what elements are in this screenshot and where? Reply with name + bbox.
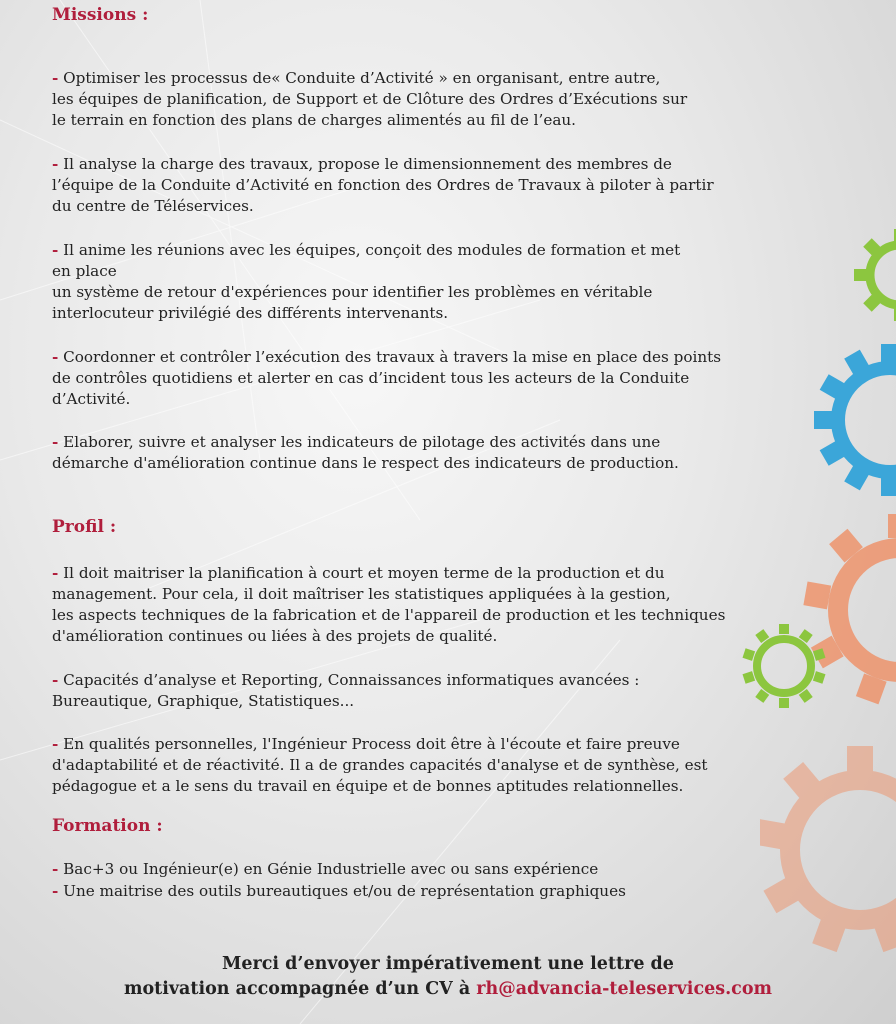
email-link[interactable]: rh@advancia-teleservices.com [476,979,773,999]
profil-item-1-line-3: les aspects techniques de la fabrication et de l'appareil de production et les techniques [52,606,726,624]
mission-item-5-line-2: démarche d'amélioration continue dans le respect des indicateurs de production. [52,454,679,472]
bullet-dash: - [52,69,59,87]
mission-item-5 [52,432,842,474]
mission-item-4-line-2: de contrôles quotidiens et alerter en cas d’incident tous les acteurs de la Conduite [52,369,690,387]
bullet-dash: - [52,433,59,451]
formation-heading: Formation : [52,816,163,836]
bullet-dash: - [52,564,59,582]
bullet-dash: - [52,860,59,878]
profil-item-1 [52,563,842,647]
bullet-dash: - [52,348,59,366]
mission-item-2-line-1: Il analyse la charge des travaux, propose le dimensionnement des membres de [63,155,672,173]
profil-item-2-line-1: Capacités d’analyse et Reporting, Connaissances informatiques avancées : [63,671,640,689]
bullet-dash: - [52,241,59,259]
mission-item-3-line-3: un système de retour d'expériences pour identifier les problèmes en véritable [52,283,653,301]
footer-line-1: Merci d’envoyer impérativement une lettre de [222,954,674,974]
profil-item-3 [52,734,842,797]
mission-item-3-line-2: en place [52,262,117,280]
formation-item-1 [52,859,842,880]
footer-line-2 [0,977,896,1002]
mission-item-5-line-1: Elaborer, suivre et analyser les indicateurs de pilotage des activités dans une [63,433,661,451]
profil-item-2 [52,670,842,712]
bullet-dash: - [52,671,59,689]
bullet-dash: - [52,735,59,753]
profil-item-1-line-1: Il doit maitriser la planification à court et moyen terme de la production et du [63,564,665,582]
profil-item-1-line-2: management. Pour cela, il doit maîtriser les statistiques appliquées à la gestion, [52,585,671,603]
gear-green-top-icon [850,225,896,325]
profil-heading: Profil : [52,517,117,537]
missions-heading: Missions : [52,5,149,25]
profil-item-3-line-2: d'adaptabilité et de réactivité. Il a de grandes capacités d'analyse et de synthèse, est [52,756,708,774]
profil-item-2-line-2: Bureautique, Graphique, Statistiques... [52,692,355,710]
formation-item-2 [52,881,842,902]
mission-item-1-line-3: le terrain en fonction des plans de charges alimentés au fil de l’eau. [52,111,577,129]
mission-item-1-line-2: les équipes de planification, de Support et de Clôture des Ordres d’Exécutions sur [52,90,688,108]
bullet-dash: - [52,882,59,900]
profil-item-3-line-1: En qualités personnelles, l'Ingénieur Process doit être à l'écoute et faire preuve [63,735,680,753]
formation-item-1-line-1: Bac+3 ou Ingénieur(e) en Génie Industrielle avec ou sans expérience [63,860,599,878]
mission-item-1-line-1: Optimiser les processus de« Conduite d’Activité » en organisant, entre autre, [63,69,661,87]
application-footer [0,952,896,1002]
mission-item-3 [52,240,842,324]
mission-item-1 [52,68,842,131]
mission-item-2-line-3: du centre de Téléservices. [52,197,254,215]
mission-item-4 [52,347,842,410]
footer-line-2-text: motivation accompagnée d’un CV à [123,979,471,999]
profil-item-1-line-4: d'amélioration continues ou liées à des projets de qualité. [52,627,498,645]
formation-item-2-line-1: Une maitrise des outils bureautiques et/ou de représentation graphiques [63,882,626,900]
mission-item-3-line-4: interlocuteur privilégié des différents intervenants. [52,304,449,322]
mission-item-3-line-1: Il anime les réunions avec les équipes, conçoit des modules de formation et met [63,241,681,259]
profil-item-3-line-3: pédagogue et a le sens du travail en équipe et de bonnes aptitudes relationnelles. [52,777,684,795]
mission-item-4-line-3: d’Activité. [52,390,131,408]
mission-item-4-line-1: Coordonner et contrôler l’exécution des travaux à travers la mise en place des points [63,348,722,366]
mission-item-2 [52,154,842,217]
bullet-dash: - [52,155,59,173]
mission-item-2-line-2: l’équipe de la Conduite d’Activité en fonction des Ordres de Travaux à piloter à partir [52,176,714,194]
